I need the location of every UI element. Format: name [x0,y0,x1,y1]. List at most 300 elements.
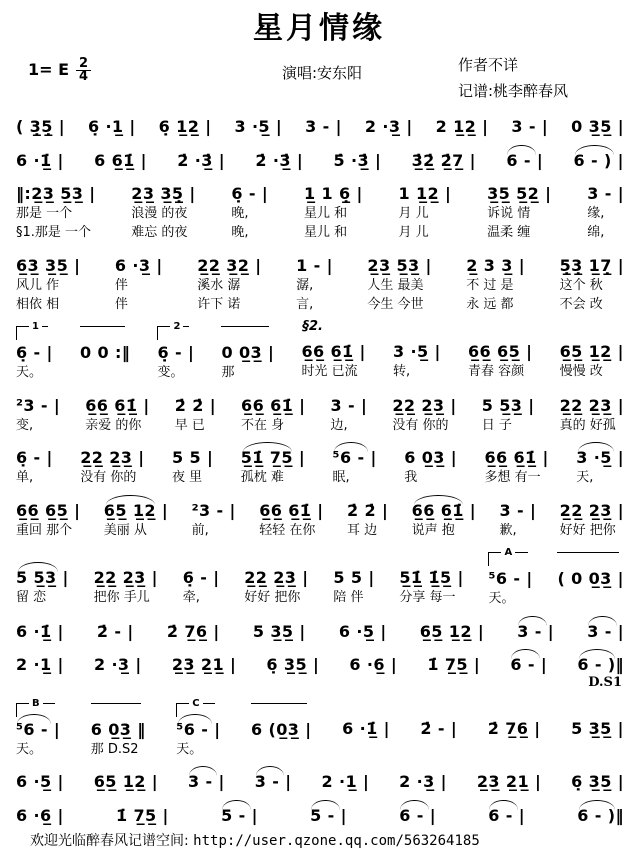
measure [183,552,220,608]
measure [393,326,441,382]
footer-url: http://user.qzone.qq.com/563264185 [193,833,480,849]
measure-notes: 3 ·5̲ | [393,342,441,362]
lyric-line-1: 天。 [176,741,203,757]
lyric-line-1: 浪漫 的夜 [131,206,188,222]
lyric-line-1: 天。 [16,741,43,757]
measure [131,183,195,242]
measure-notes: 5̇ ·3̲̇ | [333,150,382,170]
lyric-line-2: 许下 诺 [197,296,241,312]
lyric-line-1: 晚, [231,206,249,222]
measure-notes: 6̣ - | [16,448,53,468]
measure [167,621,220,642]
measure-notes: 6̣ ·1̲ | [87,117,136,136]
measure [176,697,221,759]
lyric-line-1: 青春 容颜 [468,364,525,380]
measure [116,805,169,826]
measure-notes: 6 ·1̲̇ | [16,621,64,641]
measure [16,805,64,826]
measure [576,447,624,487]
measure [104,500,168,540]
bracket-line [420,703,452,716]
measure [333,447,377,487]
slur-arc [222,800,250,810]
measure-notes: 3 - | [587,184,624,204]
lyric-line-1: 轻轻 在你 [259,522,316,538]
lyric-line-2: 绵, [587,225,605,241]
measure-notes: 2̇ ·3̲̇ | [255,150,304,170]
music-system [16,547,624,608]
song-title: 星月情缘 [253,11,385,46]
measure-notes: 6 ·5̲ | [338,621,387,641]
lyric-line-1: 牵, [182,590,200,606]
measure [412,500,476,540]
measure [241,395,305,435]
measure [392,395,456,435]
measure [571,703,624,759]
bracket-line [399,552,458,565]
measure [477,771,541,792]
measure-notes: 6̲5̲ 1̲2̲ | [559,342,624,362]
measure-notes: 6̲5̲ 1̲2̲ | [419,621,485,641]
measure-row [16,116,624,137]
lyric-line-1: 我 [404,470,418,486]
measure-notes: 6̲6̲ 6̲1̲̇ | [85,395,150,415]
bracket-line [342,703,385,716]
measure-notes: 6 0̲3̲ ‖ [90,719,146,739]
slur-arc [400,800,428,810]
lyric-line-1: 那是 一个 [16,206,73,222]
measure [305,116,342,137]
measure [587,183,624,242]
lyric-line-1: 溪水 潺 [197,277,241,293]
segno-mark [301,319,360,339]
measure [310,805,347,826]
measure [367,255,431,314]
bracket-line [468,326,527,339]
bracket-line [560,326,619,339]
measure [80,447,144,487]
lyric-line-1: 那 D.S2 [90,741,139,757]
measure [296,255,333,314]
lyric-line-2: 晚, [231,225,249,241]
measure-notes: 2̲3̲ 2̲1̲ | [476,772,542,792]
measure-notes: ⁵6 - | [176,719,220,740]
measure [94,150,147,171]
time-signature-denominator: 4 [79,69,89,84]
lyric-line-2: §1.那是 一个 [16,225,92,241]
slur-arc [575,145,614,155]
lyric-line-2: 相依 相 [16,296,60,312]
measure [436,116,489,137]
slur-arc [511,649,539,659]
measure-notes: 2̲ 3 3̲ | [466,255,526,275]
footer [30,830,480,850]
lyric-line-1: 天。 [488,591,515,607]
ds-label: D.S1 [588,675,622,691]
measure-notes: 5 5 | [333,568,375,588]
measure [349,654,397,675]
measure-notes: ( 0 0̲3̲ | [557,569,624,589]
slur-arc [334,442,368,452]
measure-notes: 5̲̣3̲̣ 1̲7̲̣ | [559,255,624,275]
measure-notes: 3 - | [330,395,368,415]
measure-notes: 2̇ - | [420,718,458,738]
lyric-line-1: 真的 好孤 [559,417,616,433]
music-system [16,697,624,759]
measure [365,116,413,137]
music-system [16,805,624,826]
measure-notes: 6 - | [510,654,547,675]
measure [16,621,64,642]
measure-notes: 6̲6̲ 6̲1̲̇ | [484,448,549,468]
lyric-line-1: 风儿 作 [16,277,60,293]
measure-notes: 2̇ 7̲6̲ | [166,621,220,641]
lyric-line-1: 好好 把你 [559,522,616,538]
measure-notes: 6 ·1̲̇ | [342,718,390,738]
measure [259,500,323,540]
measure-notes: 5 - | [310,805,347,826]
key-label: 1= E [28,60,70,79]
measure-notes: 2̲3̲ 5̲3̲ | [367,255,432,275]
lyric-line-1: 伴 [114,277,128,293]
slur-arc [243,442,293,452]
measure [499,500,536,540]
measure-notes: 5 3̲5̲ | [252,621,306,641]
lyric-line-1: 天。 [16,365,43,381]
slur-arc [579,649,615,659]
measure [399,552,463,608]
lyric-line-1: 耳 边 [346,522,378,538]
measure-notes: 6̲6̲ 6̲1̲̇ | [301,342,366,362]
measure-notes: 3 ·5̲ | [234,117,283,136]
measure-notes: 6̲6̲ 6̲5̲ | [468,342,533,362]
time-signature-numerator: 2 [76,58,91,71]
music-system [16,771,624,792]
bracket-line [251,703,307,717]
notator-credit: 记谱:桃李醉春风 [458,82,569,100]
measure [342,703,390,759]
measure [80,326,130,382]
measure-notes: 6̲6̲ 6̲1̲̇ | [241,395,306,415]
measure [253,621,306,642]
measure-notes: 6̲3̲ 3̲5̲ | [16,255,81,275]
measure-notes: 3 - | [517,621,554,642]
measure [577,654,624,675]
measure-notes: 2̲3̲ 2̲1̲ | [171,655,237,675]
measure-notes: 6 6̲1̲̇ | [94,150,147,170]
measure-notes: 6̣ - | [16,343,53,363]
measure-notes: 3 - | [188,771,225,792]
measure [339,621,387,642]
author-credit: 作者不详 [458,56,519,74]
lyric-line-1: 没有 你的 [392,417,449,433]
music-system [16,150,624,171]
measure-row [16,697,624,759]
measure [517,621,554,642]
music-system [16,319,624,382]
lyric-line-1: 前, [191,522,209,538]
measure [488,547,533,608]
measure-notes: 2̇ - | [96,621,134,641]
measure-notes: 6 - | [399,805,436,826]
slur-arc [588,616,616,626]
measure [571,116,624,137]
slur-arc [579,800,615,810]
measure [16,395,60,435]
measure-notes: 6̣ 3̲5̲ | [571,772,624,792]
measure-row [16,654,624,675]
music-system [16,500,624,540]
measure [16,183,96,242]
lyric-line-1: 重回 那个 [16,522,73,538]
measure-notes: 2̲3̲ 3̲5̲̣ | [131,184,196,204]
measure [115,255,163,314]
lyric-line-1: 美丽 从 [103,522,147,538]
measure-row [16,150,624,171]
measure [192,500,236,540]
measure-notes: ( 3̲̣5̲̣ | [16,117,65,136]
measure-notes: 1 - | [296,255,333,275]
measure-notes: 1̲ 1 6̲̣ | [303,184,363,204]
measure [304,183,363,242]
measure [321,771,369,792]
measure-notes: 6 ·1̲̇ | [16,150,64,170]
measure-notes: 5̲1̲̇ 7̲5̲ | [241,447,305,468]
measure [197,255,261,314]
measure [420,621,484,642]
measure-notes: 6 ·6̲ | [349,655,398,675]
measure [488,805,525,826]
measure-notes: 1 1̲2̲ | [398,184,452,204]
measure-notes: 2 1̲2̲ | [435,117,489,136]
measure-notes: 6̣ 1̲2̲ | [158,117,212,136]
bracket-line [488,703,536,716]
measure [573,150,623,171]
measure-notes: 6̲5̲ 1̲2̲ | [93,772,159,792]
measure-row [16,547,624,608]
measure [488,703,541,759]
measure-notes: 1̇ 7̲5̲ | [427,655,481,675]
measure [241,447,305,487]
bracket-line [557,552,618,566]
measure [399,183,452,242]
music-system [16,621,624,642]
lyric-line-2: 永 远 都 [466,296,514,312]
measure [16,771,64,792]
slur-arc [256,766,284,776]
measure-notes: 2̲2̲ 2̲3̲ | [559,395,624,415]
measure-notes: 6 (0̲3̲ | [251,719,312,739]
bracket-line [221,326,269,340]
measure [97,621,134,642]
measure [427,654,480,675]
bracket-label: B [29,698,43,709]
measure-row [16,319,624,382]
bracket-label: 2 [170,321,183,332]
lyric-line-2: 言, [296,296,314,312]
measure [159,116,212,137]
music-system [16,183,624,242]
measure-notes: 2 ·3̲ | [93,655,142,675]
measure [399,805,436,826]
measure [571,771,624,792]
footer-text: 欢迎光临醉春风记谱空间: [30,833,189,849]
measure [221,326,274,382]
measure-notes: ⁵6 - | [333,447,377,468]
measure-notes: 2̇ 2̇ | [346,500,389,520]
bracket-line [333,552,369,565]
measure [16,255,80,314]
slur-arc [578,442,615,452]
lyric-line-1: 边, [330,417,348,433]
slur-arc [189,766,217,776]
measure [234,116,282,137]
measure-notes: 2̲2̲ 2̲3̲ | [80,448,145,468]
singer-credit: 演唱:安东阳 [282,64,363,82]
measure [255,150,303,171]
measure-notes: 6 - )‖ [577,805,624,826]
lyric-line-1: 歉, [499,522,517,538]
lyric-line-1: 潺, [296,277,314,293]
measure-notes: 3̲̇2̲̇ 2̲̇7̲ | [411,150,476,170]
measure-notes: 5̲1̲̇ 1̲̇5̲ | [399,568,464,588]
measure [330,395,367,435]
measure-notes: 2̲2̲ 2̲3̲ | [392,395,457,415]
measure-notes: ⁵6 - | [16,719,60,740]
slur-arc [106,495,156,505]
slur-arc [489,800,517,810]
measure-notes: 6̲6̲ 6̲5̲ | [16,500,81,520]
measure [91,703,146,759]
lyric-line-1: 没有 你的 [80,470,137,486]
slur-arc [311,800,339,810]
measure [221,805,258,826]
measure-row [16,500,624,540]
lyric-line-1: 分享 每一 [399,590,456,606]
measure [404,447,457,487]
lyric-line-1: 转, [393,364,411,380]
lyric-line-1: 好好 把你 [244,590,301,606]
key-signature [28,58,91,83]
measure [587,621,624,642]
slur-arc [507,145,535,155]
lyric-line-1: 早 已 [174,417,205,433]
measure [412,150,476,171]
lyric-line-1: 变, [16,417,34,433]
measure-notes: 6̣ - | [231,184,269,204]
bracket-line [393,326,436,339]
measure-notes: 0 0̲3̲ | [221,343,275,363]
lyric-line-1: 不在 身 [241,417,285,433]
score-header [0,48,638,110]
lyric-line-2: 不会 改 [559,296,603,312]
measure [175,395,216,435]
measure-notes: 6̣ - | [182,568,220,588]
measure [16,447,53,487]
measure [16,654,64,675]
measure [88,116,136,137]
lyric-line-1: 陪 伴 [333,590,364,606]
measure [399,771,447,792]
measure-notes: 6̲6̲ 6̲1̲̇ | [412,500,476,521]
measure-notes: 5 - | [221,805,258,826]
volta-bracket [157,321,189,340]
measure-notes: 5 3̲5̲ | [571,718,624,738]
lyric-line-2: 温柔 缠 [487,225,531,241]
measure [231,183,268,242]
measure-notes: 3 - | [511,117,549,136]
measure [577,805,624,826]
measure-notes: ²3 - | [191,500,236,520]
measure-notes: 5 5 | [172,448,214,468]
measure-notes: 2̲2̲ 2̲3̲ | [93,568,158,588]
volta-bracket [488,547,527,566]
bracket-line [183,552,215,565]
bracket-label: C [189,698,202,709]
measure [301,319,366,382]
measure [482,395,535,435]
measure [333,552,374,608]
bracket-line [80,326,125,340]
measure [487,183,551,242]
lyric-line-1: 天, [576,470,594,486]
measure [510,654,547,675]
measure-notes: 6̲5̲ 1̲2̲ | [104,500,168,521]
measure [157,321,195,382]
measure [251,703,312,759]
lyric-line-2: 今生 今世 [367,296,424,312]
measure-row [16,395,624,435]
volta-bracket [16,321,48,340]
lyric-line-1: 缘, [587,206,605,222]
lyric-line-1: 不 过 是 [466,277,514,293]
measure [85,395,149,435]
lyric-line-1: 孤枕 难 [240,470,284,486]
lyric-line-1: 那 [221,365,235,381]
measure-notes: 6 - )‖ [577,654,624,675]
bracket-label: §2. [302,319,323,335]
measure-notes: 6 0̲3̲ | [404,448,457,468]
lyric-line-1: 月 儿 [398,206,429,222]
measure-notes: 3̲5̲ 5̲2̲ | [487,184,552,204]
lyric-line-1: 日 子 [481,417,512,433]
measure-notes: 2 ·1̲ | [16,655,64,675]
measure-notes: 5 5̲3̲ | [16,567,69,588]
measure [244,552,308,608]
measure-notes: 2̇ 2̇ | [174,395,216,415]
measure [16,150,64,171]
score-body [0,110,638,826]
bracket-line [94,552,153,565]
measure [172,654,236,675]
measure [560,395,624,435]
time-signature [76,58,91,83]
measure-notes: 6 ·3̲ | [114,255,163,275]
measure [94,771,158,792]
measure-notes: 0 0 :‖ [80,343,131,363]
measure-notes: 6 - ) | [573,150,623,171]
measure-notes: 2̲2̲ 2̲3̲ | [559,500,624,520]
measure-notes: 2̇ 7̲6̲ | [487,718,541,738]
measure-notes: ⁵6 - | [488,569,533,589]
lyric-line-1: 眠, [332,470,350,486]
measure [557,552,623,608]
music-system [16,255,624,314]
lyric-line-1: 单, [16,470,34,486]
measure-notes: 6̣ 3̲5̲ | [266,655,320,675]
bracket-line [244,552,303,565]
measure-notes: 6 - | [506,150,543,171]
